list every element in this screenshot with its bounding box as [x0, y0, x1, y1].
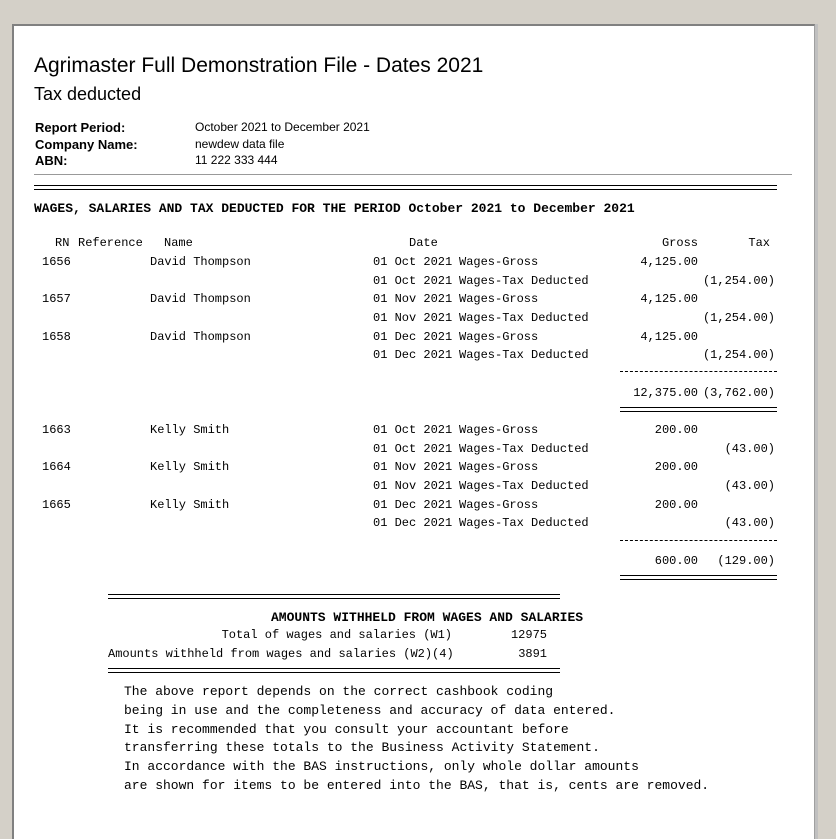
row-date: 01 Oct 2021	[373, 423, 453, 437]
row-desc: Wages-Gross	[459, 330, 539, 344]
row-tax: (43.00)	[724, 479, 775, 493]
row-desc: Wages-Gross	[459, 255, 539, 269]
row-desc: Wages-Tax Deducted	[459, 516, 589, 530]
row-date: 01 Dec 2021	[373, 330, 453, 344]
row-desc: Wages-Tax Deducted	[459, 311, 589, 325]
row-name: Kelly Smith	[150, 498, 230, 512]
total-tax: (129.00)	[717, 554, 775, 568]
row-desc: Wages-Tax Deducted	[459, 348, 589, 362]
col-date: Date	[409, 236, 438, 250]
w2-value: 3891	[518, 647, 547, 661]
row-date: 01 Dec 2021	[373, 498, 453, 512]
row-date: 01 Oct 2021	[373, 442, 453, 456]
row-name: Kelly Smith	[150, 460, 230, 474]
total-gross: 12,375.00	[633, 386, 698, 400]
row-gross: 200.00	[654, 423, 698, 437]
col-gross: Gross	[661, 236, 698, 250]
row-gross: 4,125.00	[640, 330, 698, 344]
w2-label: Amounts withheld from wages and salaries (W2)(4)	[108, 647, 454, 661]
subtotal-rule	[620, 371, 777, 372]
report-subtitle: Tax deducted	[34, 84, 142, 104]
total-gross: 600.00	[654, 554, 698, 568]
col-reference: Reference	[78, 236, 143, 250]
row-rn: 1658	[42, 330, 71, 344]
row-date: 01 Nov 2021	[373, 311, 453, 325]
row-desc: Wages-Tax Deducted	[459, 274, 589, 288]
report-title: Agrimaster Full Demonstration File - Dates 2021	[34, 54, 484, 77]
row-desc: Wages-Gross	[459, 498, 539, 512]
row-gross: 4,125.00	[640, 255, 698, 269]
col-rn: RN	[55, 236, 70, 250]
row-tax: (1,254.00)	[702, 311, 775, 325]
row-date: 01 Nov 2021	[373, 292, 453, 306]
row-date: 01 Nov 2021	[373, 479, 453, 493]
row-rn: 1656	[42, 255, 71, 269]
row-tax: (1,254.00)	[702, 274, 775, 288]
row-tax: (1,254.00)	[702, 348, 775, 362]
subtotal-rule	[620, 540, 777, 541]
row-date: 01 Nov 2021	[373, 460, 453, 474]
report-page	[12, 24, 815, 839]
row-tax: (43.00)	[724, 442, 775, 456]
row-date: 01 Oct 2021	[373, 255, 453, 269]
row-name: David Thompson	[150, 292, 251, 306]
note-line: are shown for items to be entered into the BAS, that is, cents are removed.	[124, 778, 710, 793]
row-date: 01 Dec 2021	[373, 516, 453, 530]
note-line: It is recommended that you consult your accountant before	[124, 722, 569, 737]
summary-top-rule	[108, 594, 560, 599]
note-line: transferring these totals to the Business Activity Statement.	[124, 740, 600, 755]
total-tax: (3,762.00)	[702, 386, 775, 400]
company-name-label: Company Name:	[35, 137, 138, 152]
row-name: David Thompson	[150, 330, 251, 344]
row-gross: 4,125.00	[640, 292, 698, 306]
row-gross: 200.00	[654, 498, 698, 512]
w1-label: Total of wages and salaries (W1)	[221, 628, 452, 642]
row-date: 01 Oct 2021	[373, 274, 453, 288]
row-desc: Wages-Tax Deducted	[459, 479, 589, 493]
note-line: being in use and the completeness and accuracy of data entered.	[124, 703, 616, 718]
total-double-rule	[620, 407, 777, 412]
report-period-value: October 2021 to December 2021	[195, 120, 370, 134]
col-tax: Tax	[748, 236, 770, 250]
w1-value: 12975	[510, 628, 547, 642]
col-name: Name	[164, 236, 193, 250]
row-gross: 200.00	[654, 460, 698, 474]
abn-label: ABN:	[35, 153, 68, 168]
row-name: Kelly Smith	[150, 423, 230, 437]
row-rn: 1663	[42, 423, 71, 437]
row-rn: 1664	[42, 460, 71, 474]
double-rule	[34, 185, 777, 190]
note-line: The above report depends on the correct cashbook coding	[124, 684, 554, 699]
withheld-heading: AMOUNTS WITHHELD FROM WAGES AND SALARIES	[271, 610, 584, 625]
row-rn: 1657	[42, 292, 71, 306]
total-double-rule	[620, 575, 777, 580]
row-date: 01 Dec 2021	[373, 348, 453, 362]
row-desc: Wages-Tax Deducted	[459, 442, 589, 456]
header-divider	[34, 174, 792, 175]
row-desc: Wages-Gross	[459, 423, 539, 437]
summary-bottom-rule	[108, 668, 560, 673]
company-name-value: newdew data file	[195, 137, 285, 151]
section-heading: WAGES, SALARIES AND TAX DEDUCTED FOR THE PERIOD October 2021 to December 2021	[34, 201, 635, 216]
row-tax: (43.00)	[724, 516, 775, 530]
row-desc: Wages-Gross	[459, 292, 539, 306]
note-line: In accordance with the BAS instructions, only whole dollar amounts	[124, 759, 639, 774]
report-period-label: Report Period:	[35, 120, 126, 135]
row-desc: Wages-Gross	[459, 460, 539, 474]
row-rn: 1665	[42, 498, 71, 512]
abn-value: 11 222 333 444	[195, 153, 278, 167]
row-name: David Thompson	[150, 255, 251, 269]
